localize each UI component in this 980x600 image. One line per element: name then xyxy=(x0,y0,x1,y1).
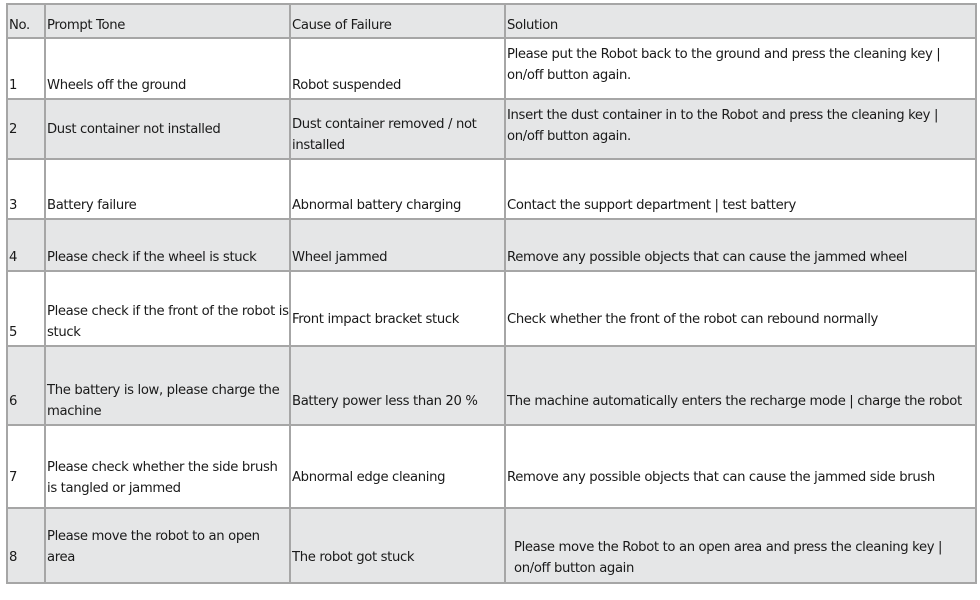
cell-cause: Abnormal battery charging xyxy=(290,159,505,219)
cell-prompt-tone: Dust container not installed xyxy=(45,99,290,159)
cell-cause: Dust container removed / not installed xyxy=(290,99,505,159)
table-row xyxy=(7,425,976,508)
cell-solution: Please put the Robot back to the ground and press the cleaning key | on/off button again. xyxy=(505,38,976,99)
table-row xyxy=(7,219,976,271)
cell-cause: Battery power less than 20 % xyxy=(290,346,505,425)
cell-cause: Robot suspended xyxy=(290,38,505,99)
cell-solution: The machine automatically enters the recharge mode | charge the robot xyxy=(505,346,976,425)
cell-cause: The robot got stuck xyxy=(290,508,505,583)
cell-no: 7 xyxy=(7,425,45,508)
cell-no: 1 xyxy=(7,38,45,99)
cell-no: 4 xyxy=(7,219,45,271)
table-header-row xyxy=(7,4,976,38)
cell-prompt-tone: Wheels off the ground xyxy=(45,38,290,99)
cell-cause: Abnormal edge cleaning xyxy=(290,425,505,508)
header-prompt-tone: Prompt Tone xyxy=(45,4,290,38)
table-row xyxy=(7,508,976,583)
cell-solution: Remove any possible objects that can cause the jammed side brush xyxy=(505,425,976,508)
cell-prompt-tone: Please check whether the side brush is tangled or jammed xyxy=(45,425,290,508)
cell-no: 6 xyxy=(7,346,45,425)
troubleshooting-table xyxy=(6,3,977,584)
cell-no: 2 xyxy=(7,99,45,159)
cell-no: 3 xyxy=(7,159,45,219)
header-no: No. xyxy=(7,4,45,38)
cell-solution: Remove any possible objects that can cause the jammed wheel xyxy=(505,219,976,271)
cell-no: 8 xyxy=(7,508,45,583)
cell-cause: Front impact bracket stuck xyxy=(290,271,505,346)
cell-prompt-tone: Please check if the wheel is stuck xyxy=(45,219,290,271)
cell-prompt-tone: Please check if the front of the robot is stuck xyxy=(45,271,290,346)
table-row xyxy=(7,271,976,346)
cell-solution: Check whether the front of the robot can rebound normally xyxy=(505,271,976,346)
cell-no: 5 xyxy=(7,271,45,346)
cell-prompt-tone: Battery failure xyxy=(45,159,290,219)
header-solution: Solution xyxy=(505,4,976,38)
cell-solution: Insert the dust container in to the Robot and press the cleaning key | on/off button again. xyxy=(505,99,976,159)
table-row xyxy=(7,99,976,159)
table-row xyxy=(7,346,976,425)
table-row xyxy=(7,38,976,99)
cell-solution: Please move the Robot to an open area and press the cleaning key | on/off button again xyxy=(505,508,976,583)
cell-solution: Contact the support department | test battery xyxy=(505,159,976,219)
cell-cause: Wheel jammed xyxy=(290,219,505,271)
troubleshooting-table-container xyxy=(6,3,977,584)
cell-prompt-tone: The battery is low, please charge the machine xyxy=(45,346,290,425)
header-cause-of-failure: Cause of Failure xyxy=(290,4,505,38)
cell-prompt-tone: Please move the robot to an open area xyxy=(45,508,290,583)
table-row xyxy=(7,159,976,219)
